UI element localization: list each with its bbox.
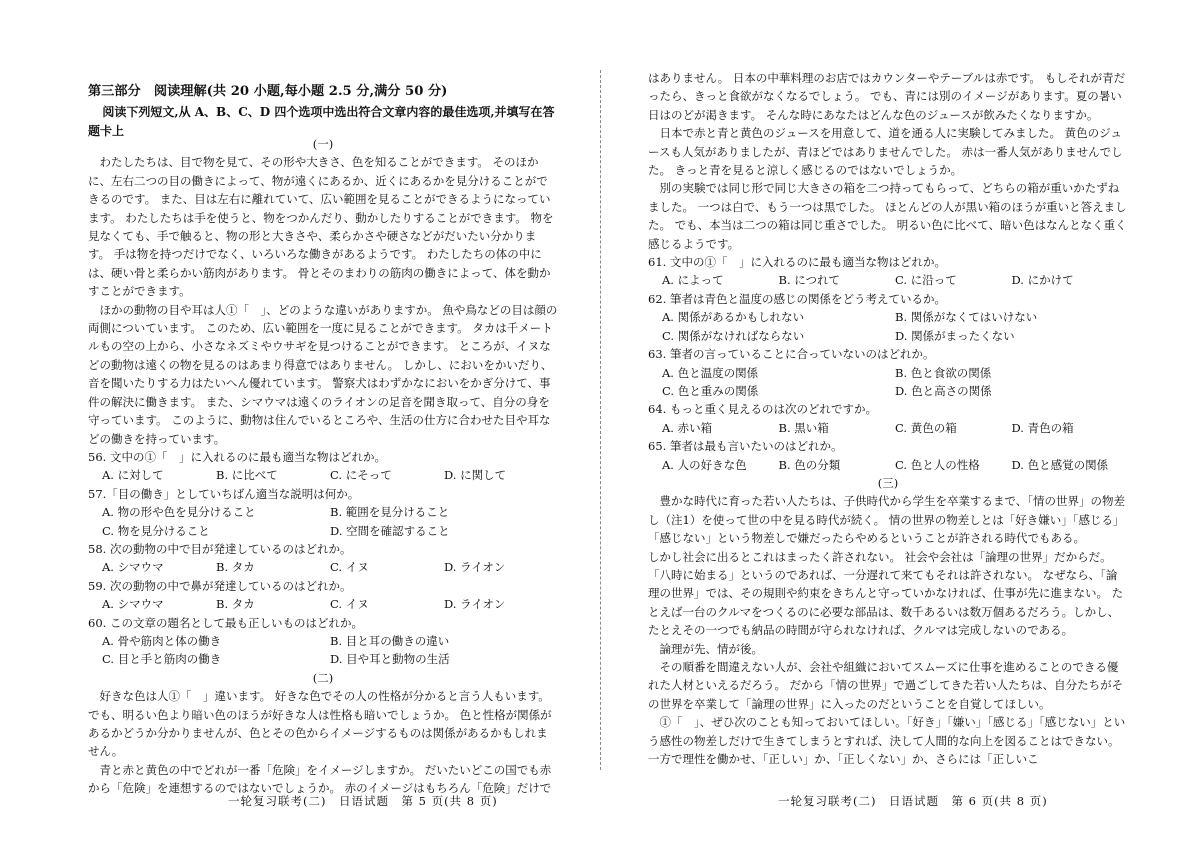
question-text: 57.「目の働き」としていちばん適当な説明は何か。 [88,486,360,501]
option-b[interactable]: B. 目と耳の働きの違い [330,633,450,648]
question-64 [648,400,1128,437]
option-d[interactable]: D. 目や耳と動物の生活 [330,652,450,667]
option-c[interactable]: C. にそって [330,468,392,483]
option-a[interactable]: A. 人の好きな色 [662,457,747,472]
option-d[interactable]: D. に関して [444,468,507,483]
question-56 [88,448,558,485]
passage3-paragraph-4: その順番を間違えない人が、会社や組織においてスムーズに仕事を進めることのできる優れた人材といえるだろう。 だから「情の世界」で過ごしてきた若い人たちは、自分たちがその世界を卒業して「論理の世界」に入ったのだということを自覚してほしい。 [648,660,1124,711]
options [88,595,558,613]
section-heading-1: (一) [312,137,334,151]
page-footer-right: 一轮复习联考(二) 日语试题 第 6 页(共 8 页) [778,794,1048,808]
options [648,419,1128,437]
passage3-paragraph-5: ①「 」、ぜひ次のことも知っておいてほしい。「好き」「嫌い」「感じる」「感じない」という感性の物差しだけで生きてしまうとすれば、決して人間的な向上を図ることはできない。 一方で理性を働かせ、「正しい」か、「正しくない」か、さらには「正しいこ [648,715,1126,767]
question-61 [648,253,1128,290]
option-d[interactable]: D. ライオン [444,560,506,575]
options [88,558,558,576]
passage1-paragraph-1: わたしたちは、目で物を見て、その形や大きさ、色を知ることができます。 そのほかに、左右二つの目の働きによって、物が遠くにあるか、近くにあるかを見分けることができるのです。 また、目は左右に離れていて、広い範囲を見ることができるようになっています。 わたしたちは手を使うと、物をつかんだり、動かしたりすることができます。 物を見なくても、手で触ると、物の形と大きさや、柔らかさや硬さなどがだいたい分かります。 手は物を持つだけでなく、いろいろな働きがあるようです。 わたしたちの体の中には、硬い骨と柔らかい筋肉があります。 骨とそのまわりの筋肉の働きによって、体を動かすことができます。 [88,155,554,299]
question-60 [88,614,558,669]
option-b[interactable]: B. タカ [216,597,255,612]
option-a[interactable]: A. シマウマ [102,597,164,612]
option-b[interactable]: B. 黒い箱 [778,420,829,435]
section-heading-2: (二) [312,670,334,685]
option-d[interactable]: D. ライオン [444,597,506,612]
options [88,632,558,669]
question-text: 56. 文中の①「 」に入れるのに最も適当な物はどれか。 [88,449,386,464]
question-58 [88,540,558,577]
option-a[interactable]: A. 赤い箱 [662,420,713,435]
option-c[interactable]: C. イヌ [330,597,369,612]
option-d[interactable]: D. 色と感覚の関係 [1011,457,1109,472]
option-c[interactable]: C. イヌ [330,560,369,575]
option-d[interactable]: D. 空間を確認すること [330,523,450,538]
passage2-paragraph-2: 青と赤と黄色の中でどれが一番「危険」をイメージしますか。 だいたいどこの国でも赤から「危険」を連想するのではないでしょうか。 赤のイメージはもちろん「危険」だけで [88,762,552,796]
option-a[interactable]: A. 関係があるかもしれない [662,310,805,325]
option-c[interactable]: C. 目と手と筋肉の働き [102,652,222,667]
option-c[interactable]: C. 関係がなければならない [662,328,805,343]
option-a[interactable]: A. によって [662,273,724,288]
question-text: 58. 次の動物の中で目が発達しているのはどれか。 [88,541,352,556]
question-text: 64. もっと重く見えるのは次のどれですか。 [648,402,877,417]
option-b[interactable]: B. につれて [778,273,841,288]
option-d[interactable]: D. 色と高さの関係 [895,383,992,398]
option-a[interactable]: A. 色と温度の関係 [662,365,759,380]
question-text: 60. この文章の題名として最も正しいものはどれか。 [88,615,363,630]
passage2-continued-2: 日本で赤と青と黄色のジュースを用意して、道を通る人に実験してみました。 黄色のジュースも人気がありましたが、青ほどではありませんでした。 赤は一番人気がありませんでした。 きっと青を見ると涼しく感じるのではないでしょうか。 [648,126,1123,178]
option-a[interactable]: A. 物の形や色を見分けること [102,505,256,520]
option-b[interactable]: B. 関係がなくてはいけない [895,310,1038,325]
question-text: 59. 次の動物の中で鼻が発達しているのはどれか。 [88,578,352,593]
question-text: 61. 文中の①「 」に入れるのに最も適当な物はどれか。 [648,255,946,270]
right-body [648,69,1128,768]
passage3-paragraph-1: 豊かな時代に育った若い人たちは、子供時代から学生を卒業するまで、「情の世界」の物差し（注1）を使って世の中を見る時代が続く。 情の世界の物差しとは「好き嫌い」「感じる」「感じない」という物差しで嫌だったらやめるということが許される時代でもある。 [648,494,1126,546]
passage2-continued-1: はありません。 日本の中華料理のお店ではカウンターやテーブルは赤です。 もしそれが青だったら、きっと食欲がなくなるでしょう。 でも、青には別のイメージがあります。夏の暑い日はのどが渇きます。 そんな時にあなたはどんな色のジュースが飲みたくなりますか。 [648,71,1126,122]
option-c[interactable]: C. 黄色の箱 [895,420,957,435]
options [648,271,1128,289]
option-b[interactable]: B. に比べて [216,468,278,483]
question-57 [88,485,558,540]
section-heading-3: (三) [877,475,899,490]
options [88,503,558,540]
passage2-continued-3: 別の実験では同じ形で同じ大きさの箱を二つ持ってもらって、どちらの箱が重いかたずねました。 一つは白で、もう一つは黒でした。 ほとんどの人が黒い箱のほうが重いと答えました。 でも、本当は二つの箱は同じ重さでした。 明るい色に比べて、暗い色はなんとなく重く感じるようです。 [648,181,1127,251]
passage3-paragraph-3: 論理が先、情が後。 [659,641,763,656]
option-a[interactable]: A. 骨や筋肉と体の働き [102,633,222,648]
options [88,466,558,484]
option-c[interactable]: C. 色と重みの関係 [662,383,759,398]
question-text: 65. 筆者は最も言いたいのはどれか。 [648,439,843,454]
question-63 [648,345,1128,400]
option-b[interactable]: B. 範囲を見分けること [330,505,450,520]
page-footer-left: 一轮复习联考(二) 日语试题 第 5 页(共 8 页) [228,794,498,808]
part-title: 第三部分 阅读理解(共 20 小题,每小题 2.5 分,满分 50 分) [88,84,448,99]
option-d[interactable]: D. 関係がまったくない [895,328,1015,343]
right-page [648,0,1128,850]
options [648,456,1128,474]
question-text: 63. 筆者の言っていることに合っていないのはどれか。 [648,347,935,362]
option-b[interactable]: B. 色の分類 [778,457,841,472]
instructions: 阅读下列短文,从 A、B、C、D 四个选项中选出符合文章内容的最佳选项,并填写在答题卡上 [88,105,555,138]
question-65 [648,437,1128,474]
option-c[interactable]: C. 物を見分けること [102,523,210,538]
option-b[interactable]: B. 色と食欲の関係 [895,365,992,380]
question-text: 62. 筆者は青色と温度の感じの関係をどう考えているか。 [648,291,946,306]
option-d[interactable]: D. にかけて [1011,273,1074,288]
options [648,364,1128,401]
options [648,308,1128,345]
option-d[interactable]: D. 青色の箱 [1011,420,1074,435]
passage2-paragraph-1: 好きな色は人①「 」違います。 好きな色でその人の性格が分かると言う人もいます。でも、明るい色より暗い色のほうが好きな人は性格も暗いでしょうか。 色と性格が関係があるかどうか分かりませんが、色とその色からイメージするものは関係があるかもしれません。 [88,689,552,759]
option-a[interactable]: A. シマウマ [102,560,164,575]
option-a[interactable]: A. に対して [102,468,164,483]
passage3-paragraph-2: しかし社会に出るとこれはまったく許されない。 社会や会社は「論理の世界」だからだ。「八時に始まる」というのであれば、一分遅れて来てもそれは許されない。 なぜなら、「論理の世界」では、その規則や約束をきちんと守っていかなければ、仕事が先に進まない。 たとえば一台のクルマをつくるのに必要な部品は、数千あるいは数万個あるだろう。しかし、たとえその一つでも納品の時間が守られなければ、クルマは完成しないのである。 [648,549,1124,638]
option-c[interactable]: C. に沿って [895,273,957,288]
left-body [88,135,558,798]
question-62 [648,290,1128,345]
question-59 [88,577,558,614]
left-page [88,0,558,850]
passage1-paragraph-2: ほかの動物の目や耳は人①「 」、どのような違いがありますか。 魚や鳥などの目は顔の両側についています。 このため、広い範囲を一度に見ることができます。 タカは千メートルもの空の上から、小さなネズミやウサギを見つけることができます。 ところが、イヌなどの動物は遠くの物を見るのはあまり得意ではありません。 しかし、においをかいだり、音を聞いたりする力はたいへん優れています。 警察犬はわずかなにおいをかぎ分けて、事件の解決に働きます。 また、シマウマは遠くのライオンの足音を聞き取って、自分の身を守っています。 このように、動物は住んでいるところや、生活の仕方に合わせた目や耳などの働きを持っています。 [88,302,558,446]
page-divider [600,70,601,770]
option-c[interactable]: C. 色と人の性格 [895,457,980,472]
option-b[interactable]: B. タカ [216,560,255,575]
